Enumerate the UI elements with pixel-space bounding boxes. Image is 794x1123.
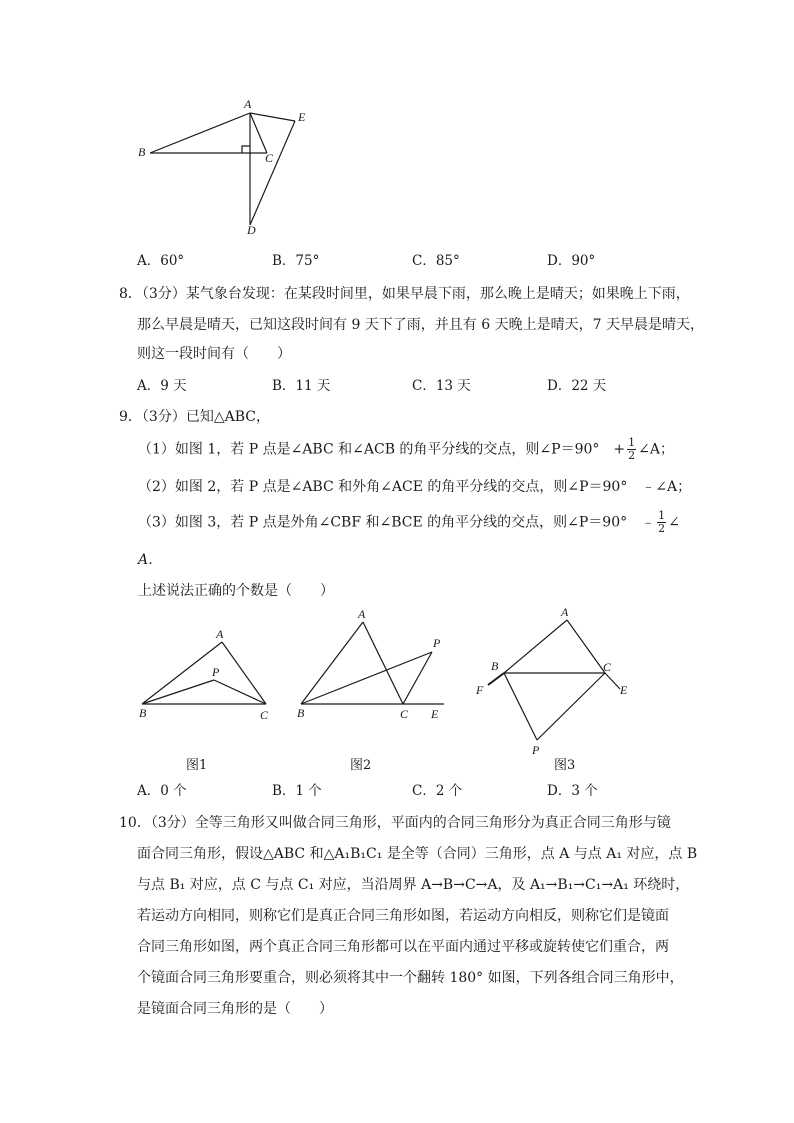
fig3-label-C: C: [603, 660, 612, 674]
label-E: E: [298, 110, 306, 124]
fig2-label-A: A: [358, 607, 366, 621]
label-C: C: [265, 151, 274, 165]
fig1-label-C: C: [260, 708, 269, 722]
fig1-label-B: B: [139, 706, 147, 720]
fraction-half: $\frac{1}{2}$: [658, 509, 666, 535]
q9-statement-3: （3）如图 3，若 P 点是外角∠CBF 和∠BCE 的角平分线的交点，则∠P＝90° ﹣ $\frac{1}{2}$ ∠: [138, 509, 680, 535]
q8-option-d: D．22 天: [547, 378, 607, 394]
caption-fig2: 图2: [350, 758, 372, 773]
caption-fig3: 图3: [554, 758, 576, 773]
q10-line-3: 与点 B₁ 对应，点 C 与点 C₁ 对应，当沿周界 A→B→C→A，及 A₁→B₁→C₁→A₁ 环绕时，: [137, 877, 690, 893]
q10-line-7: 是镜面合同三角形的是（ ）: [137, 1001, 333, 1017]
q8-line-1: 8．（3分）某气象台发现：在某段时间里，如果早晨下雨，那么晚上是晴天；如果晚上下雨，: [119, 286, 690, 302]
q10-line-4: 若运动方向相同，则称它们是真正合同三角形如图，若运动方向相反，则称它们是镜面: [137, 908, 669, 924]
fig2-label-C: C: [400, 707, 409, 721]
label-B: B: [138, 145, 146, 159]
q7-option-c: C．85°: [412, 253, 460, 269]
q7-option-d: D．90°: [547, 253, 596, 269]
seg-BA: [150, 113, 250, 153]
fig2-label-B: B: [297, 706, 305, 720]
label-D: D: [247, 223, 256, 237]
q9-option-b: B．1 个: [272, 783, 322, 799]
fig3-label-P: P: [532, 743, 540, 757]
q9-stem: 9．（3分）已知△ABC，: [119, 409, 270, 425]
q7-option-b: B．75°: [272, 253, 320, 269]
q7-option-a: A．60°: [137, 253, 185, 269]
fraction-half: $\frac{1}{2}$: [628, 436, 636, 462]
label-A: A: [244, 97, 252, 111]
q9-option-a: A．0 个: [137, 783, 187, 799]
q9-statement-1: （1）如图 1，若 P 点是∠ABC 和∠ACB 的角平分线的交点，则∠P＝90° + $\frac{1}{2}$ ∠A；: [138, 436, 674, 462]
right-angle-mark: [242, 146, 250, 153]
seg-ED: [250, 121, 295, 225]
q10-line-6: 个镜面合同三角形要重合，则必须将其中一个翻转 180° 如图，下列各组合同三角形中，: [137, 970, 684, 986]
q8-option-c: C．13 天: [412, 378, 471, 394]
fig3-label-E: E: [620, 683, 628, 697]
q10-line-2: 面合同三角形，假设△ABC 和△A₁B₁C₁ 是全等（合同）三角形，点 A 与点 A₁ 对应，点 B: [137, 846, 698, 862]
q10-line-1: 10．（3分）全等三角形又叫做合同三角形，平面内的合同三角形分为真正合同三角形与镜: [119, 815, 671, 831]
fig1-label-P: P: [212, 665, 220, 679]
fig3-label-F: F: [476, 683, 484, 697]
q9-s1-text: （1）如图 1，若 P 点是∠ABC 和∠ACB 的角平分线的交点，则∠P＝90° +: [138, 441, 626, 458]
q8-line-3: 则这一段时间有（ ）: [137, 346, 291, 362]
q8-line-2: 那么早晨是晴天，已知这段时间有 9 天下了雨，并且有 6 天晚上是晴天，7 天早晨是晴天，: [137, 317, 704, 333]
fig2-label-E: E: [431, 707, 439, 721]
q9-question: 上述说法正确的个数是（ ）: [138, 583, 334, 599]
q9-statement-2: （2）如图 2，若 P 点是∠ABC 和外角∠ACE 的角平分线的交点，则∠P＝90° ﹣∠A；: [138, 479, 692, 495]
seg-AE: [250, 113, 295, 121]
q10-line-5: 合同三角形如图，两个真正合同三角形都可以在平面内通过平移或旋转使它们重合，两: [137, 939, 669, 955]
q9-option-c: C．2 个: [412, 783, 463, 799]
q8-option-b: B．11 天: [272, 378, 331, 394]
fig2-label-P: P: [433, 636, 441, 650]
q8-option-a: A．9 天: [137, 378, 187, 394]
q9-figure-1: [130, 620, 290, 720]
q9-figure-3: [478, 605, 638, 755]
caption-fig1: 图1: [186, 758, 208, 773]
fig1-label-A: A: [216, 627, 224, 641]
q9-figure-2: [292, 605, 452, 720]
seg-AC: [250, 113, 267, 153]
q9-s3-text: （3）如图 3，若 P 点是外角∠CBF 和∠BCE 的角平分线的交点，则∠P＝90° ﹣: [138, 514, 656, 531]
q9-option-d: D．3 个: [547, 783, 598, 799]
fig3-label-A: A: [561, 605, 569, 619]
q9-statement-3-cont: A．: [138, 552, 163, 568]
fig3-label-B: B: [491, 659, 499, 673]
